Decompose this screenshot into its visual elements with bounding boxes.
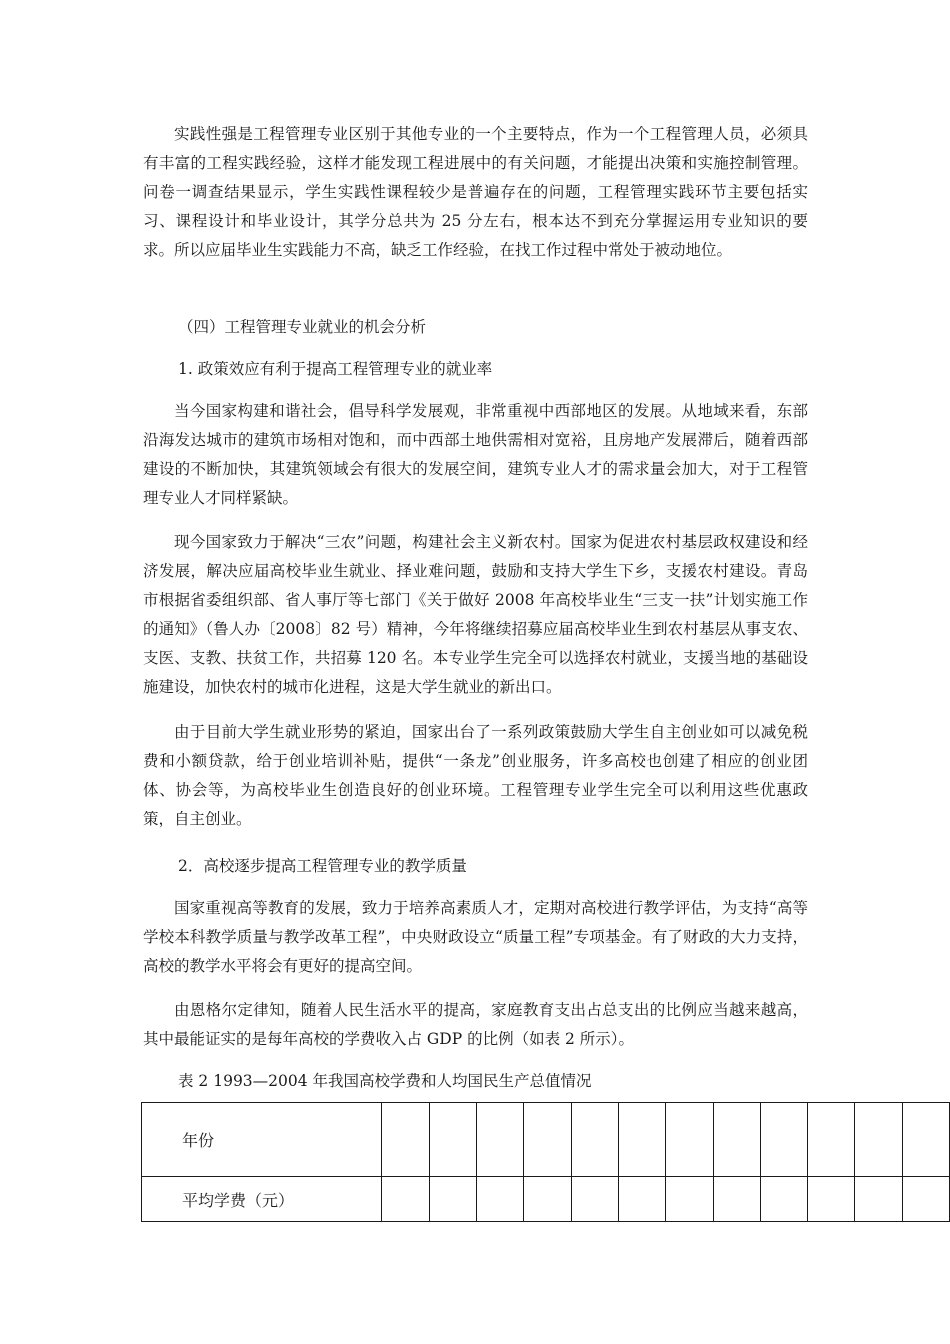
table-row-year: [142, 1103, 950, 1177]
table-cell: [429, 1177, 476, 1222]
table-cell: [618, 1103, 665, 1177]
tuition-table: [141, 1102, 950, 1222]
table-cell: [760, 1177, 807, 1222]
table-cell: [571, 1177, 618, 1222]
table-cell: [666, 1103, 713, 1177]
table-cell: [477, 1177, 524, 1222]
table-cell: [808, 1177, 855, 1222]
section-heading-opportunity: （四）工程管理专业就业的机会分析: [178, 318, 427, 336]
table-cell: [524, 1177, 571, 1222]
subheading-teaching-quality: 2．高校逐步提高工程管理专业的教学质量: [178, 857, 467, 875]
table-cell: [477, 1103, 524, 1177]
table-cell: [382, 1177, 429, 1222]
table-cell: [429, 1103, 476, 1177]
table-cell: [808, 1103, 855, 1177]
subheading-policy: 1. 政策效应有利于提高工程管理专业的就业率: [178, 360, 493, 378]
paragraph-entrepreneurship: 由于目前大学生就业形势的紧迫，国家出台了一系列政策鼓励大学生自主创业如可以减免税费和小额贷款，给于创业培训补贴，提供“一条龙”创业服务，许多高校也创建了相应的创业团体、协会等，为高校毕业生创造良好的创业环境。工程管理专业学生完全可以利用这些优惠政策，自主创业。: [143, 723, 808, 828]
table-cell: [760, 1103, 807, 1177]
table-cell: [713, 1177, 760, 1222]
table-cell: [618, 1177, 665, 1222]
table-cell: [571, 1103, 618, 1177]
table-cell: [666, 1177, 713, 1222]
paragraph-engel-law: 由恩格尔定律知，随着人民生活水平的提高，家庭教育支出占总支出的比例应当越来越高，其中最能证实的是每年高校的学费收入占 GDP 的比例（如表 2 所示）。: [143, 1001, 808, 1048]
table-caption: 表 2 1993—2004 年我国高校学费和人均国民生产总值情况: [178, 1072, 592, 1090]
table-cell: [902, 1103, 949, 1177]
table-cell: [382, 1103, 429, 1177]
paragraph-west-development: 当今国家构建和谐社会，倡导科学发展观，非常重视中西部地区的发展。从地域来看，东部沿海发达城市的建筑市场相对饱和，而中西部土地供需相对宽裕，且房地产发展滞后，随着西部建设的不断加快，其建筑领域会有很大的发展空间，建筑专业人才的需求量会加大，对于工程管理专业人才同样紧缺。: [143, 402, 808, 507]
table-cell: [855, 1103, 902, 1177]
table-row-label-tuition: 平均学费（元）: [142, 1177, 382, 1222]
paragraph-higher-education: 国家重视高等教育的发展，致力于培养高素质人才，定期对高校进行教学评估，为支持“高等学校本科教学质量与教学改革工程”，中央财政设立“质量工程”专项基金。有了财政的大力支持，高校的教学水平将会有更好的提高空间。: [143, 899, 808, 975]
table-row-tuition: [142, 1177, 950, 1222]
table-row-label-year: 年份: [142, 1103, 382, 1177]
paragraph-rural: 现今国家致力于解决“三农”问题，构建社会主义新农村。国家为促进农村基层政权建设和经济发展，解决应届高校毕业生就业、择业难问题，鼓励和支持大学生下乡，支援农村建设。青岛市根据省委组织部、省人事厅等七部门《关于做好 2008 年高校毕业生“三支一扶”计划实施工作的通知》（鲁人办〔2008〕82 号）精神，今年将继续招募应届高校毕业生到农村基层从事支农、支医、支教、扶贫工作，共招募 120 名。本专业学生完全可以选择农村就业，支援当地的基础设施建设，加快农村的城市化进程，这是大学生就业的新出口。: [143, 533, 808, 696]
table-cell: [855, 1177, 902, 1222]
paragraph-practice: 实践性强是工程管理专业区别于其他专业的一个主要特点，作为一个工程管理人员，必须具有丰富的工程实践经验，这样才能发现工程进展中的有关问题，才能提出决策和实施控制管理。问卷一调查结果显示，学生实践性课程较少是普遍存在的问题，工程管理实践环节主要包括实习、课程设计和毕业设计，其学分总共为 25 分左右，根本达不到充分掌握运用专业知识的要求。所以应届毕业生实践能力不高，缺乏工作经验，在找工作过程中常处于被动地位。: [143, 125, 808, 259]
table-cell: [713, 1103, 760, 1177]
table-cell: [524, 1103, 571, 1177]
table-cell: [902, 1177, 949, 1222]
